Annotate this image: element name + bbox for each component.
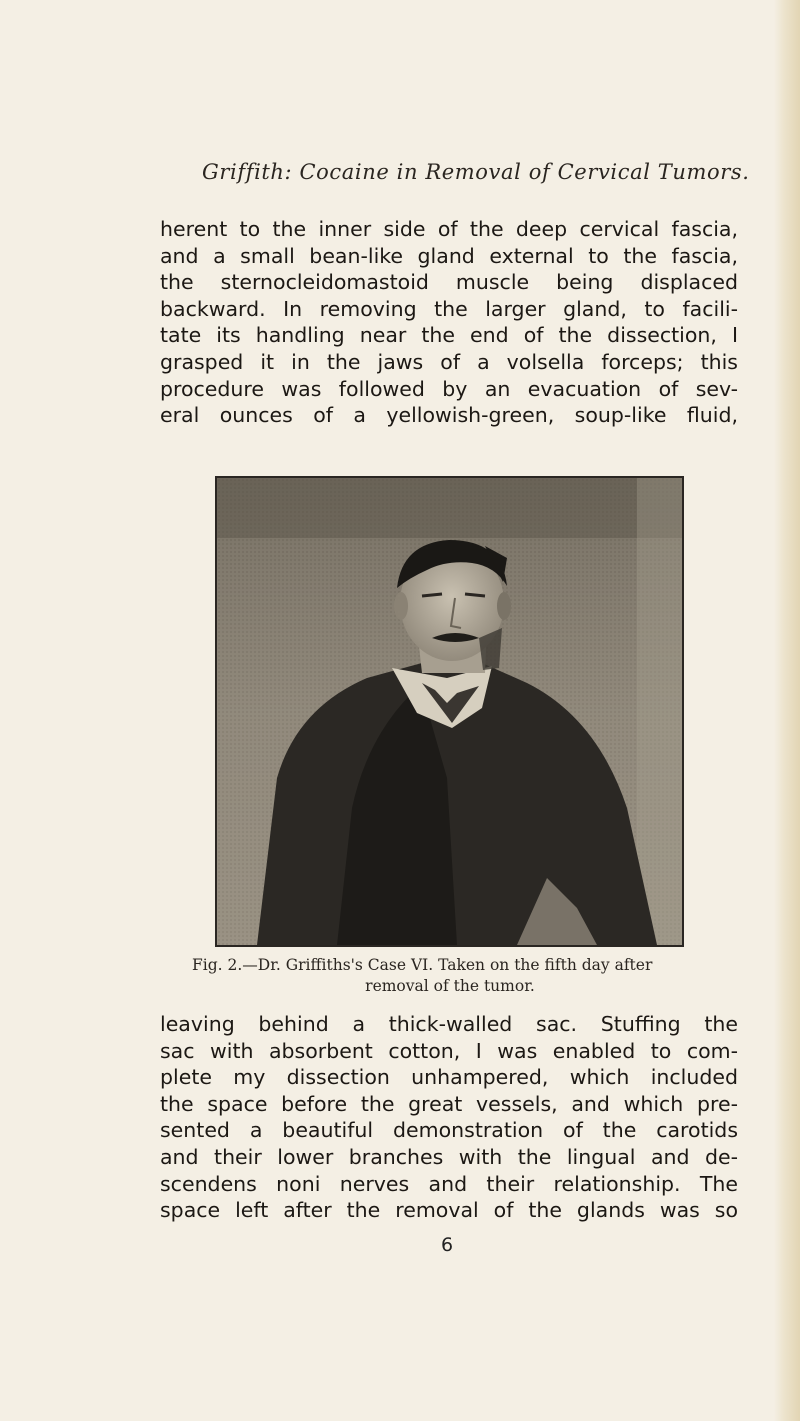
portrait-photo [217,478,682,945]
body-paragraph-1 [160,216,738,429]
text-line: and their lower branches with the lingual and de- [160,1144,738,1169]
text-line: sented a beautiful demonstration of the carotids [160,1118,738,1143]
page-edge-shadow [774,0,800,1421]
text-line: plete my dissection unhampered, which included [160,1065,738,1090]
body-paragraph-2 [160,1011,738,1224]
text-line: backward. In removing the larger gland, to facili- [160,296,738,321]
text-line: the space before the great vessels, and which pre- [160,1091,738,1116]
text-line: space left after the removal of the glands was so [160,1198,738,1223]
text-line: eral ounces of a yellowish-green, soup-like fluid, [160,403,738,428]
text-line: leaving behind a thick-walled sac. Stuffing the [160,1012,738,1036]
text-line: grasped it in the jaws of a volsella forceps; this [160,349,738,374]
text-line: tate its handling near the end of the dissection, I [160,323,738,348]
running-head: Griffith: Cocaine in Removal of Cervical Tumors. [202,160,750,184]
text-line: the sternocleidomastoid muscle being displaced [160,270,738,295]
text-line: scendens noni nerves and their relationship. The [160,1171,738,1196]
text-line: procedure was followed by an evacuation of sev- [160,376,738,401]
figure-caption [160,955,740,997]
caption-line-1: Fig. 2.—Dr. Griffiths's Case VI. Taken on the fifth day after [192,956,653,974]
text-line: and a small bean-like gland external to the fascia, [160,243,738,268]
figure-photograph [215,476,684,947]
text-line: sac with absorbent cotton, I was enabled to com- [160,1038,738,1063]
caption-line-2: removal of the tumor. [365,977,535,995]
page-number: 6 [441,1234,454,1256]
text-line: herent to the inner side of the deep cervical fascia, [160,217,738,241]
